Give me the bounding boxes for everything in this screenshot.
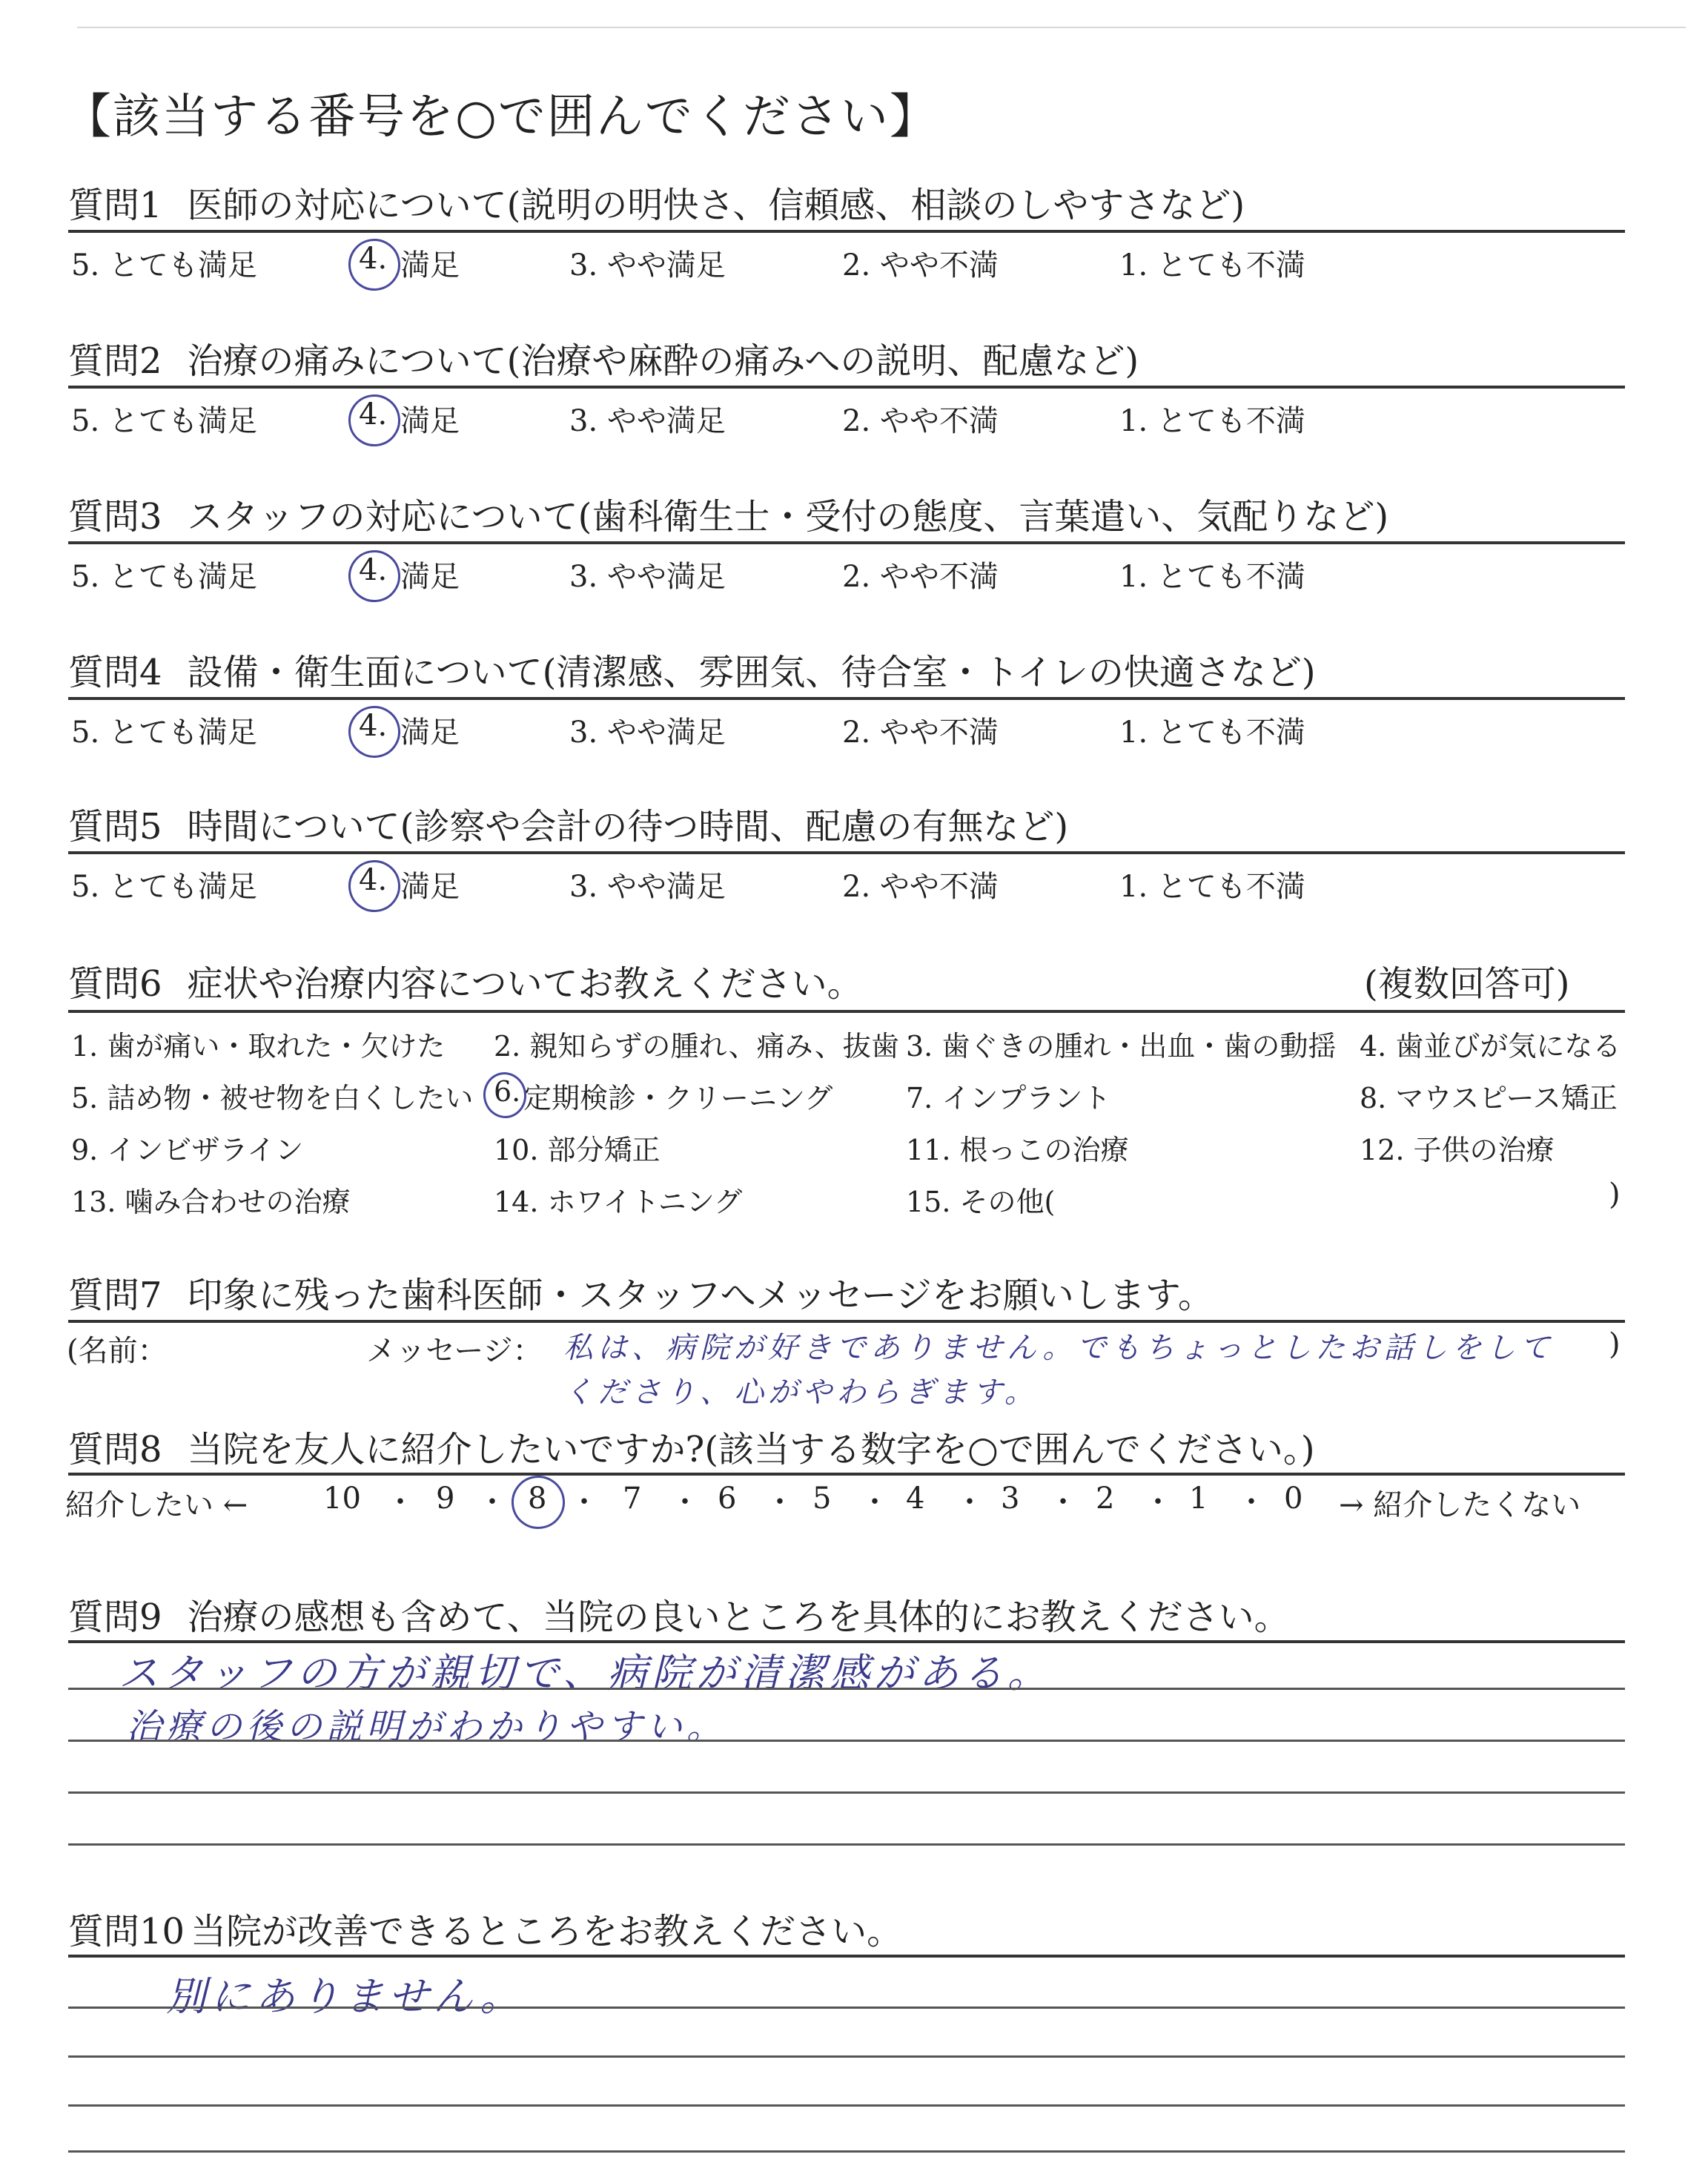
q9-writing-line-1 [68, 1688, 1625, 1690]
question-7-text: 印象に残った歯科医師・スタッフへメッセージをお願いします。 [187, 1275, 1214, 1316]
q7-handwritten-message-line-2: くださり、心がやわらぎます。 [563, 1375, 1039, 1410]
q6-option-5: 5. 詰め物・被せ物を白くしたい [71, 1082, 474, 1114]
question-2-rule [68, 386, 1625, 389]
question-4 [68, 644, 1316, 695]
q8-scale-9: 9 [436, 1482, 455, 1516]
q4-option-5: 5. とても満足 [71, 716, 257, 750]
q6-option-15: 15. その他( [906, 1186, 1056, 1218]
question-8-text: 当院を友人に紹介したいですか?(該当する数字を○で囲んでください。) [187, 1429, 1315, 1470]
q1-option-1: 1. とても不満 [1119, 248, 1305, 283]
q5-option-5: 5. とても満足 [71, 870, 257, 904]
question-3 [68, 488, 1388, 539]
q7-message-label: メッセージ： [366, 1334, 543, 1368]
question-5-text: 時間について(診察や会計の待つ時間、配慮の有無など) [187, 806, 1069, 848]
question-5-number: 質問5 [68, 806, 162, 848]
q8-dot: ・ [385, 1485, 415, 1519]
q8-right-label: → 紹介したくない [1339, 1488, 1581, 1522]
q9-writing-line-3 [68, 1791, 1625, 1794]
question-8 [68, 1421, 1315, 1472]
q1-option-2: 2. やや不満 [842, 248, 999, 283]
q2-option-5: 5. とても満足 [71, 404, 257, 438]
q2-option-1: 1. とても不満 [1119, 404, 1305, 438]
question-10 [68, 1903, 902, 1954]
q9-writing-line-4 [68, 1843, 1625, 1846]
top-border [77, 27, 1686, 28]
q6-option-6-label: 定期検診・クリーニング [523, 1082, 833, 1114]
q8-dot: ・ [1237, 1485, 1266, 1519]
q8-scale-5: 5 [812, 1482, 832, 1516]
q8-scale-3: 3 [1001, 1482, 1020, 1516]
q8-dot: ・ [955, 1485, 984, 1519]
question-1-rule [68, 230, 1625, 233]
q3-option-1: 1. とても不満 [1119, 560, 1305, 594]
question-9-text: 治療の感想も含めて、当院の良いところを具体的にお教えください。 [187, 1596, 1290, 1638]
q3-option-2: 2. やや不満 [842, 560, 999, 594]
q5-option-2: 2. やや不満 [842, 870, 999, 904]
q8-dot: ・ [860, 1485, 890, 1519]
question-6 [68, 955, 863, 1006]
q8-dot: ・ [477, 1485, 507, 1519]
q5-selection-circle [345, 856, 403, 915]
q10-writing-line-1 [68, 2007, 1625, 2009]
question-3-number: 質問3 [68, 496, 162, 538]
question-10-number: 質問10 [68, 1911, 185, 1952]
q8-dot: ・ [1048, 1485, 1078, 1519]
q5-option-4-label: 満足 [400, 870, 460, 904]
q3-option-4-label: 満足 [400, 560, 460, 594]
question-8-number: 質問8 [68, 1429, 162, 1470]
question-7-rule [68, 1320, 1625, 1323]
question-7 [68, 1266, 1214, 1318]
q2-selection-circle [345, 391, 403, 449]
q6-option-10: 10. 部分矯正 [494, 1134, 661, 1166]
question-2-number: 質問2 [68, 340, 162, 382]
question-6-note: (複数回答可) [1364, 963, 1570, 1005]
question-6-number: 質問6 [68, 963, 162, 1005]
q6-option-7: 7. インプラント [906, 1082, 1111, 1114]
question-4-text: 設備・衛生面について(清潔感、雰囲気、待合室・トイレの快適さなど) [187, 652, 1316, 693]
q3-option-5: 5. とても満足 [71, 560, 257, 594]
q6-selection-circle [480, 1069, 529, 1120]
q8-scale-2: 2 [1096, 1482, 1115, 1516]
q10-writing-line-2 [68, 2055, 1625, 2058]
q1-selection-circle [345, 235, 403, 294]
q4-option-1: 1. とても不満 [1119, 716, 1305, 750]
question-1-number: 質問1 [68, 185, 162, 226]
q2-option-2: 2. やや不満 [842, 404, 999, 438]
q9-handwritten-line-2: 治療の後の説明がわかりやすい。 [126, 1706, 727, 1748]
q10-writing-line-3 [68, 2104, 1625, 2107]
q4-option-2: 2. やや不満 [842, 716, 999, 750]
q2-option-3: 3. やや満足 [569, 404, 726, 438]
question-3-text: スタッフの対応について(歯科衛生士・受付の態度、言葉遣い、気配りなど) [187, 496, 1389, 538]
q5-option-1: 1. とても不満 [1119, 870, 1305, 904]
q1-option-3: 3. やや満足 [569, 248, 726, 283]
q8-scale-1: 1 [1189, 1482, 1208, 1516]
question-10-rule [68, 1955, 1625, 1958]
q6-option-14: 14. ホワイトニング [494, 1186, 743, 1218]
q10-handwritten-line-1: 別にありません。 [166, 1973, 525, 2020]
q6-option-13: 13. 噛み合わせの治療 [71, 1186, 351, 1218]
question-2-text: 治療の痛みについて(治療や麻酔の痛みへの説明、配慮など) [187, 340, 1139, 382]
q1-option-4-number: 4. [359, 242, 388, 276]
q4-option-3: 3. やや満足 [569, 716, 726, 750]
q9-writing-line-2 [68, 1740, 1625, 1742]
q8-scale-6: 6 [718, 1482, 737, 1516]
question-7-number: 質問7 [68, 1275, 162, 1316]
q8-dot: ・ [569, 1485, 599, 1519]
q6-option-12: 12. 子供の治療 [1360, 1134, 1555, 1166]
q5-option-3: 3. やや満足 [569, 870, 726, 904]
question-1 [68, 176, 1245, 228]
question-5 [68, 798, 1068, 849]
question-9-number: 質問9 [68, 1596, 162, 1638]
q8-dot: ・ [765, 1485, 795, 1519]
q8-selection-circle [508, 1472, 568, 1532]
q8-scale-0: 0 [1284, 1482, 1303, 1516]
q2-option-4-label: 満足 [400, 404, 460, 438]
q4-option-4-number: 4. [359, 709, 388, 743]
question-1-text: 医師の対応について(説明の明快さ、信頼感、相談のしやすさなど) [187, 185, 1245, 226]
question-3-rule [68, 541, 1625, 544]
q8-scale-7: 7 [623, 1482, 642, 1516]
q3-option-4-number: 4. [359, 553, 388, 587]
q8-dot: ・ [670, 1485, 700, 1519]
q1-option-4-label: 満足 [400, 248, 460, 283]
q6-option-4: 4. 歯並びが気になる [1360, 1030, 1621, 1063]
q8-left-label: 紹介したい ← [65, 1488, 248, 1522]
question-9 [68, 1588, 1290, 1639]
q3-option-3: 3. やや満足 [569, 560, 726, 594]
question-6-rule [68, 1010, 1625, 1013]
question-2 [68, 332, 1139, 383]
question-6-text: 症状や治療内容についてお教えください。 [187, 963, 863, 1005]
q6-option-6-number: 6. [494, 1075, 521, 1108]
question-5-rule [68, 851, 1625, 854]
q6-option-8: 8. マウスピース矯正 [1360, 1082, 1618, 1114]
q8-scale-8: 8 [528, 1482, 547, 1516]
q9-handwritten-line-1: スタッフの方が親切で、病院が清潔感がある。 [119, 1650, 1052, 1697]
q4-selection-circle [345, 702, 403, 761]
q6-option-1: 1. 歯が痛い・取れた・欠けた [71, 1030, 446, 1063]
q6-option-3: 3. 歯ぐきの腫れ・出血・歯の動揺 [906, 1030, 1337, 1063]
q1-option-5: 5. とても満足 [71, 248, 257, 283]
q2-option-4-number: 4. [359, 397, 388, 432]
q7-name-label: (名前： [67, 1334, 168, 1368]
q6-option-2: 2. 親知らずの腫れ、痛み、抜歯 [494, 1030, 899, 1063]
q7-handwritten-message-line-1: 私は、病院が好きでありません。でもちょっとしたお話しをして [563, 1331, 1555, 1365]
q6-option-9: 9. インビザライン [71, 1134, 304, 1166]
q8-scale-4: 4 [906, 1482, 925, 1516]
q6-option-11: 11. 根っこの治療 [906, 1134, 1129, 1166]
q10-writing-line-4 [68, 2150, 1625, 2153]
question-4-number: 質問4 [68, 652, 162, 693]
q6-other-close-paren: ) [1609, 1178, 1621, 1212]
q8-dot: ・ [1143, 1485, 1173, 1519]
question-8-rule [68, 1473, 1625, 1476]
q5-option-4-number: 4. [359, 863, 388, 897]
question-10-text: 当院が改善できるところをお教えください。 [191, 1911, 903, 1952]
q4-option-4-label: 満足 [400, 716, 460, 750]
q8-scale-10: 10 [323, 1482, 361, 1516]
q3-selection-circle [345, 546, 403, 605]
q7-close-paren: ) [1609, 1327, 1621, 1361]
page-heading: 【該当する番号を○で囲んでください】 [64, 90, 939, 145]
question-4-rule [68, 697, 1625, 700]
